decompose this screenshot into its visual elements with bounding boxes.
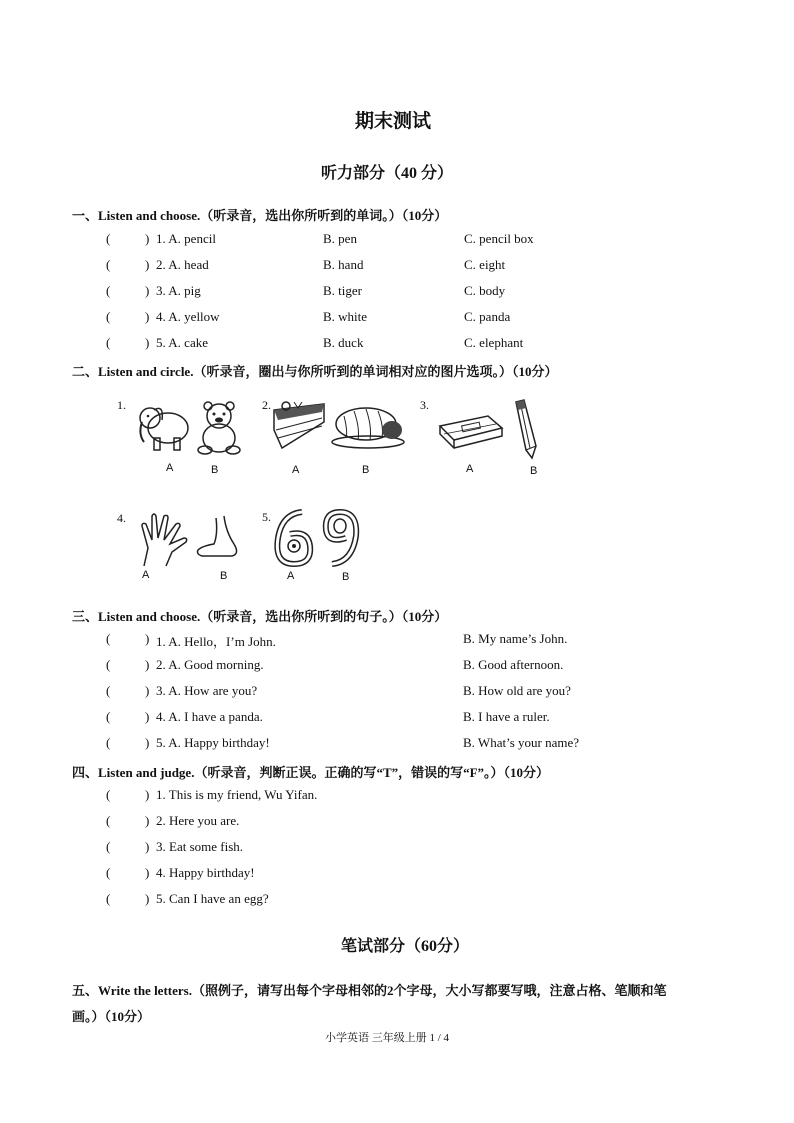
section1-item-3-answer-blank[interactable]: [115, 283, 143, 299]
picture-2-option-b-label: B: [362, 464, 370, 476]
section4-item-1-paren-close: ): [145, 787, 150, 802]
section4-item-2-statement: 2. Here you are.: [156, 813, 240, 828]
cake-slice-icon[interactable]: [270, 400, 328, 452]
section4-item-4-statement: 4. Happy birthday!: [156, 865, 255, 880]
section4-item-2-paren-close: ): [145, 813, 150, 828]
section1-item-3-option-a: 3. A. pig: [156, 283, 201, 298]
section1-item-5-paren-open: (: [106, 335, 111, 350]
bread-icon[interactable]: [330, 404, 408, 450]
section3-item-3-paren-open: (: [106, 683, 111, 698]
picture-3-option-a-label: A: [466, 463, 474, 475]
section3-item-3-paren-close: ): [145, 683, 150, 698]
section4-item-3-statement: 3. Eat some fish.: [156, 839, 244, 854]
section1-item-1-option-a: 1. A. pencil: [156, 231, 216, 246]
section3-item-3-option-a: 3. A. How are you?: [156, 683, 258, 698]
section3-item-5-option-a: 5. A. Happy birthday!: [156, 735, 270, 750]
picture-group-1-number: 1.: [117, 398, 126, 412]
picture-group-5-number: 5.: [262, 510, 271, 524]
picture-4-option-b-label: B: [220, 570, 228, 582]
section1-item-3-option-b: B. tiger: [323, 283, 362, 298]
section3-item-2-option-b: B. Good afternoon.: [463, 657, 564, 672]
section4-item-5-paren-open: (: [106, 891, 111, 906]
page-title: 期末测试: [355, 111, 432, 132]
section1-item-4-option-b: B. white: [323, 309, 368, 324]
picture-1-option-a-label: A: [166, 462, 174, 474]
section3-item-1-option-b: B. My name’s John.: [463, 631, 568, 646]
section4-item-5-answer-blank[interactable]: [115, 891, 143, 907]
section3-heading: 三、Listen and choose.（听录音，选出你所听到的句子。）（10分）: [72, 609, 448, 624]
section1-item-4-answer-blank[interactable]: [115, 309, 143, 325]
section1-item-3-paren-close: ): [145, 283, 150, 298]
section4-item-4-paren-open: (: [106, 865, 111, 880]
picture-group-3-number: 3.: [420, 398, 429, 412]
section4-item-5-statement: 5. Can I have an egg?: [156, 891, 269, 906]
section4-item-4-answer-blank[interactable]: [115, 865, 143, 881]
section1-item-5-answer-blank[interactable]: [115, 335, 143, 351]
section4-item-2-paren-open: (: [106, 813, 111, 828]
listening-part-header: 听力部分（40 分）: [321, 165, 454, 182]
section1-item-2-answer-blank[interactable]: [115, 257, 143, 273]
section4-item-1-statement: 1. This is my friend, Wu Yifan.: [156, 787, 318, 802]
section3-item-4-answer-blank[interactable]: [115, 709, 143, 725]
picture-5-option-a-label: A: [287, 570, 295, 582]
section3-item-1-answer-blank[interactable]: [115, 631, 143, 647]
section3-item-4-paren-close: ): [145, 709, 150, 724]
section1-item-1-answer-blank[interactable]: [115, 231, 143, 247]
section1-item-5-option-c: C. elephant: [464, 335, 524, 350]
section5-heading-line1: 五、Write the letters.（照例子，请写出每个字母相邻的2个字母，大小写都要写哦，注意占格、笔顺和笔: [72, 983, 667, 998]
section1-heading: 一、Listen and choose.（听录音，选出你所听到的单词。）（10分）: [72, 208, 448, 223]
section3-item-1-paren-close: ): [145, 631, 150, 646]
section5-heading-line2: 画。）（10分）: [72, 1009, 151, 1024]
section1-item-2-paren-open: (: [106, 257, 111, 272]
section1-item-4-paren-close: ): [145, 309, 150, 324]
writing-part-header: 笔试部分（60分）: [341, 938, 470, 955]
section3-item-2-paren-open: (: [106, 657, 111, 672]
section1-item-1-option-c: C. pencil box: [464, 231, 534, 246]
picture-4-option-a-label: A: [142, 569, 150, 581]
section4-item-3-paren-open: (: [106, 839, 111, 854]
picture-3-option-b-label: B: [530, 465, 538, 477]
section2-heading: 二、Listen and circle.（听录音，圈出与你所听到的单词相对应的图片选项。）（10分）: [72, 364, 558, 379]
picture-1-option-b-label: B: [211, 464, 219, 476]
section1-item-3-option-c: C. body: [464, 283, 506, 298]
page-footer: 小学英语 三年级上册 1 / 4: [325, 1032, 450, 1044]
section1-item-4-option-a: 4. A. yellow: [156, 309, 220, 324]
section1-item-5-option-a: 5. A. cake: [156, 335, 208, 350]
section4-item-3-answer-blank[interactable]: [115, 839, 143, 855]
section1-item-2-option-c: C. eight: [464, 257, 506, 272]
picture-2-option-a-label: A: [292, 464, 300, 476]
section3-item-3-option-b: B. How old are you?: [463, 683, 571, 698]
section1-item-3-paren-open: (: [106, 283, 111, 298]
picture-5-option-b-label: B: [342, 571, 350, 583]
pencil-icon[interactable]: [510, 398, 540, 460]
section1-item-1-option-b: B. pen: [323, 231, 357, 246]
elephant-icon[interactable]: [136, 398, 194, 453]
section3-item-5-option-b: B. What’s your name?: [463, 735, 580, 750]
section4-item-4-paren-close: ): [145, 865, 150, 880]
section1-item-5-paren-close: ): [145, 335, 150, 350]
section1-item-4-paren-open: (: [106, 309, 111, 324]
section3-item-1-paren-open: (: [106, 631, 111, 646]
section1-item-2-paren-close: ): [145, 257, 150, 272]
section3-item-3-answer-blank[interactable]: [115, 683, 143, 699]
section3-item-5-paren-close: ): [145, 735, 150, 750]
section3-item-2-paren-close: ): [145, 657, 150, 672]
section4-item-1-paren-open: (: [106, 787, 111, 802]
number-six-icon[interactable]: [272, 508, 314, 568]
picture-group-2-number: 2.: [262, 398, 271, 412]
section1-item-1-paren-open: (: [106, 231, 111, 246]
hand-icon[interactable]: [136, 512, 192, 568]
section1-item-1-paren-close: ): [145, 231, 150, 246]
foot-icon[interactable]: [194, 514, 242, 560]
section3-item-5-answer-blank[interactable]: [115, 735, 143, 751]
pencil-box-icon[interactable]: [436, 410, 506, 450]
section4-item-3-paren-close: ): [145, 839, 150, 854]
section3-item-4-option-b: B. I have a ruler.: [463, 709, 550, 724]
section3-item-4-paren-open: (: [106, 709, 111, 724]
section1-item-4-option-c: C. panda: [464, 309, 511, 324]
section3-item-2-option-a: 2. A. Good morning.: [156, 657, 264, 672]
bear-icon[interactable]: [193, 400, 245, 456]
section3-item-1-option-a: 1. A. Hello，I’m John.: [156, 634, 276, 649]
section3-item-5-paren-open: (: [106, 735, 111, 750]
section4-item-5-paren-close: ): [145, 891, 150, 906]
section4-item-1-answer-blank[interactable]: [115, 787, 143, 803]
number-nine-icon[interactable]: [320, 508, 362, 568]
section3-item-2-answer-blank[interactable]: [115, 657, 143, 673]
section3-item-4-option-a: 4. A. I have a panda.: [156, 709, 263, 724]
section4-item-2-answer-blank[interactable]: [115, 813, 143, 829]
section1-item-2-option-a: 2. A. head: [156, 257, 209, 272]
section1-item-5-option-b: B. duck: [323, 335, 364, 350]
section4-heading: 四、Listen and judge.（听录音，判断正误。正确的写“T”，错误的写“F”。）（10分）: [72, 765, 550, 780]
section1-item-2-option-b: B. hand: [323, 257, 364, 272]
picture-group-4-number: 4.: [117, 511, 126, 525]
